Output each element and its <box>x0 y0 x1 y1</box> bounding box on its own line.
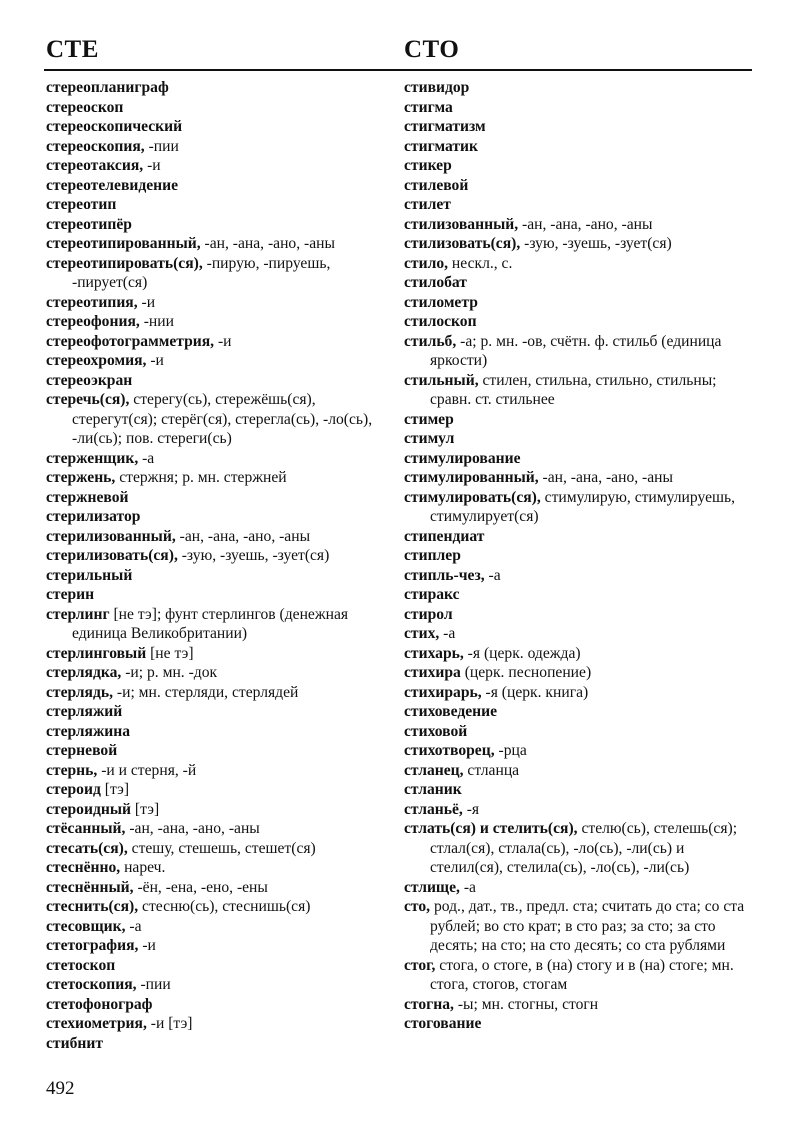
headword: стильный, <box>404 371 479 389</box>
headword: стикер <box>404 157 452 174</box>
headword: стерляжина <box>46 722 131 740</box>
dictionary-entry <box>404 702 754 722</box>
entry-grammar: стимулирую, стимулируешь, стимулирует(ся) <box>430 488 736 525</box>
dictionary-entry <box>404 683 754 703</box>
entry-grammar: -и <box>138 937 156 954</box>
dictionary-entry <box>46 819 394 839</box>
headword: стерилизовать(ся), <box>46 547 178 564</box>
dictionary-entry <box>46 995 394 1015</box>
headword: стигматик <box>404 137 478 155</box>
headword: стёсанный, <box>46 820 126 837</box>
entry-grammar: -я (церк. одежда) <box>463 644 581 662</box>
entry-grammar: [тэ] <box>131 800 160 818</box>
headword: стерлядка, <box>46 664 122 681</box>
dictionary-entry <box>46 195 394 215</box>
headword: стереохромия, <box>46 352 147 369</box>
headword: стереотипия, <box>46 293 138 311</box>
entry-grammar: род., дат., тв., предл. ста; считать до ста; со ста рублей; во сто крат; в сто раз; за сто; за сто десять; на сто; на сто десять; со ста рублями <box>430 898 745 954</box>
dictionary-entry <box>404 741 754 761</box>
headword: стетография, <box>46 937 139 954</box>
dictionary-entry <box>404 98 754 118</box>
headword: стибнит <box>46 1034 103 1052</box>
entry-grammar: стланца <box>463 761 520 779</box>
entry-grammar: -я <box>462 800 480 818</box>
entry-grammar: -нии <box>139 313 174 330</box>
headword: стихирарь, <box>404 683 482 701</box>
headword: стирол <box>404 605 453 623</box>
header-rule <box>44 69 752 71</box>
headword: стереоэкран <box>46 371 133 389</box>
headword: стереотаксия, <box>46 157 144 174</box>
entry-grammar: -а <box>484 566 501 584</box>
dictionary-entry <box>46 605 394 644</box>
headword: стимулированный, <box>404 469 539 486</box>
entry-grammar: -зую, -зуешь, -зует(ся) <box>177 547 330 564</box>
dictionary-entry <box>404 995 754 1015</box>
headword: стлать(ся) и стелить(ся), <box>404 820 578 837</box>
entry-grammar: -и <box>146 352 164 369</box>
dictionary-entry <box>404 78 754 98</box>
dictionary-entry <box>404 429 754 449</box>
headword: стероид <box>46 781 101 798</box>
entry-grammar: (церк. песнопение) <box>460 664 592 681</box>
headword: стержневой <box>46 488 129 506</box>
dictionary-entry <box>404 488 754 527</box>
headword: стланьё, <box>404 800 463 818</box>
headword: стиракс <box>404 586 460 603</box>
headword: стипль-чез, <box>404 566 485 584</box>
entry-grammar: -и <box>137 293 156 311</box>
dictionary-entry <box>46 644 394 664</box>
headword: стланец, <box>404 761 464 779</box>
headword: стимер <box>404 410 454 428</box>
dictionary-entry <box>404 137 754 157</box>
entry-grammar: -пии <box>144 137 179 155</box>
entry-grammar: -а <box>138 449 155 467</box>
headword: стилет <box>404 196 451 213</box>
headword: стеснённо, <box>46 859 121 876</box>
headword: стереотип <box>46 196 117 213</box>
dictionary-entry <box>46 1014 394 1034</box>
dictionary-entry <box>404 468 754 488</box>
entry-grammar: -ан, -ана, -ано, -аны <box>518 215 653 233</box>
running-head-right: СТО <box>404 36 460 63</box>
dictionary-entry <box>404 312 754 332</box>
dictionary-entry <box>404 546 754 566</box>
dictionary-entry <box>404 800 754 820</box>
entry-grammar: -пирую, -пируешь, -пирует(ся) <box>72 254 331 291</box>
headword: стимулировать(ся), <box>404 488 541 506</box>
dictionary-entry <box>46 975 394 995</box>
dictionary-entry <box>46 722 394 742</box>
dictionary-entry <box>404 215 754 235</box>
headword: стереофония, <box>46 313 140 330</box>
headword: стилизованный, <box>404 215 519 233</box>
headword: стерляжий <box>46 703 123 720</box>
dictionary-entry <box>46 761 394 781</box>
headword: стилометр <box>404 293 478 311</box>
dictionary-entry <box>404 1014 754 1034</box>
dictionary-entry <box>404 371 754 410</box>
headword: стигма <box>404 98 453 116</box>
entry-grammar: нареч. <box>120 859 166 876</box>
headword: стерилизованный, <box>46 527 176 545</box>
dictionary-entry <box>404 566 754 586</box>
dictionary-entry <box>46 917 394 937</box>
entry-grammar: стилен, стильна, стильно, стильны; сравн. ст. стильнее <box>430 371 717 408</box>
headword: стилоскоп <box>404 313 477 330</box>
entry-grammar: -ы; мн. стогны, стогн <box>453 995 599 1013</box>
dictionary-entry <box>46 215 394 235</box>
entry-grammar: стесню(сь), стеснишь(ся) <box>138 898 311 915</box>
headword: стлище, <box>404 878 460 896</box>
dictionary-entry <box>46 683 394 703</box>
dictionary-entry <box>404 644 754 664</box>
entry-grammar: -и и стерня, -й <box>97 761 197 779</box>
dictionary-entry <box>404 195 754 215</box>
entry-grammar: -а <box>459 878 476 896</box>
dictionary-entry <box>46 897 394 917</box>
headword: стереотипёр <box>46 215 132 233</box>
dictionary-entry <box>46 507 394 527</box>
dictionary-entry <box>46 663 394 683</box>
entry-grammar: -а <box>439 625 456 642</box>
headword: стог, <box>404 956 436 974</box>
dictionary-entry <box>404 234 754 254</box>
headword: стереоскопия, <box>46 137 145 155</box>
dictionary-entry <box>404 761 754 781</box>
entry-grammar: -ан, -ана, -ано, -аны <box>175 527 311 545</box>
dictionary-entry <box>404 332 754 371</box>
entry-grammar: [не тэ]; фунт стерлингов (денежная единица Великобритании) <box>72 605 349 642</box>
dictionary-entry <box>46 878 394 898</box>
headword: стилевой <box>404 176 469 194</box>
headword: стереоскопический <box>46 118 183 135</box>
headword: стесовщик, <box>46 917 126 935</box>
dictionary-entry <box>46 741 394 761</box>
headword: стланик <box>404 781 462 798</box>
headword: стерлинг <box>46 605 110 623</box>
headword: стереотипировать(ся), <box>46 254 203 272</box>
headword: стерлинговый <box>46 644 147 662</box>
dictionary-entry <box>46 176 394 196</box>
dictionary-entry <box>46 254 394 293</box>
entry-grammar: -зую, -зуешь, -зует(ся) <box>520 235 672 252</box>
dictionary-entry <box>46 312 394 332</box>
headword: стерильный <box>46 566 133 584</box>
headword: стехиометрия, <box>46 1015 147 1032</box>
dictionary-entry <box>404 819 754 878</box>
headword: стереоскоп <box>46 98 124 116</box>
dictionary-entry <box>46 858 394 878</box>
headword: стиховедение <box>404 703 498 720</box>
headword: стеснить(ся), <box>46 898 139 915</box>
entry-grammar: -и; мн. стерляди, стерлядей <box>113 683 299 701</box>
entry-grammar: -и; р. мн. -док <box>121 664 218 681</box>
dictionary-entry <box>46 488 394 508</box>
dictionary-entry <box>404 254 754 274</box>
dictionary-entry <box>46 449 394 469</box>
headword: стиплер <box>404 547 461 564</box>
entry-grammar: стелю(сь), стелешь(ся); стлал(ся), стлала(сь), -ло(сь), -ли(сь) и стелил(ся), стелила(сь), -ло(сь), -ли(сь) <box>430 820 738 876</box>
entry-grammar: нескл., с. <box>448 254 513 272</box>
running-head-left: СТЕ <box>46 36 99 63</box>
headword: стерин <box>46 586 95 603</box>
headword: стереотипированный, <box>46 235 201 252</box>
dictionary-entry <box>46 98 394 118</box>
dictionary-entry <box>46 780 394 800</box>
dictionary-entry <box>46 156 394 176</box>
headword: стивидор <box>404 79 470 96</box>
dictionary-entry <box>46 293 394 313</box>
headword: стихира <box>404 664 461 681</box>
page-number: 492 <box>46 1078 75 1099</box>
dictionary-entry <box>404 273 754 293</box>
headword: стерлядь, <box>46 683 114 701</box>
headword: стиховой <box>404 722 468 740</box>
headword: стихотворец, <box>404 742 495 759</box>
dictionary-entry <box>404 780 754 800</box>
dictionary-entry <box>46 936 394 956</box>
dictionary-entry <box>46 371 394 391</box>
dictionary-entry <box>404 527 754 547</box>
headword: стернь, <box>46 761 98 779</box>
dictionary-entry <box>46 468 394 488</box>
entry-grammar: -и [тэ] <box>146 1015 193 1032</box>
entry-grammar: -а <box>125 917 142 935</box>
dictionary-entry <box>404 663 754 683</box>
dictionary-entry <box>404 605 754 625</box>
dictionary-entry <box>46 839 394 859</box>
dictionary-entry <box>46 1034 394 1054</box>
left-column <box>46 78 394 1053</box>
dictionary-entry <box>46 585 394 605</box>
headword: стилобат <box>404 274 467 291</box>
dictionary-entry <box>404 722 754 742</box>
headword: стипендиат <box>404 527 485 545</box>
dictionary-entry <box>46 956 394 976</box>
headword: стогна, <box>404 995 454 1013</box>
headword: стесать(ся), <box>46 839 128 857</box>
dictionary-entry <box>46 546 394 566</box>
headword: стерневой <box>46 742 118 759</box>
dictionary-entry <box>404 293 754 313</box>
entry-grammar: -ан, -ана, -ано, -аны <box>538 469 673 486</box>
dictionary-entry <box>404 449 754 469</box>
entry-grammar: -ан, -ана, -ано, -аны <box>125 820 260 837</box>
headword: стерженщик, <box>46 449 139 467</box>
headword: стереофотограмметрия, <box>46 332 215 350</box>
headword: стимулирование <box>404 449 521 467</box>
dictionary-entry <box>404 897 754 956</box>
right-column <box>404 78 754 1034</box>
entry-grammar: -а; р. мн. -ов, счётн. ф. стильб (единица яркости) <box>430 332 722 369</box>
headword: стетоскопия, <box>46 976 137 993</box>
dictionary-entry <box>404 878 754 898</box>
entry-grammar: [не тэ] <box>146 644 194 662</box>
entry-grammar: стерегу(сь), стережёшь(ся), стерегут(ся); стерёг(ся), стерегла(сь), -ло(сь), -ли(сь); пов. стереги(сь) <box>72 391 373 447</box>
dictionary-entry <box>46 78 394 98</box>
entry-grammar: -пии <box>136 976 171 993</box>
entry-grammar: -и <box>143 157 161 174</box>
entry-grammar: -и <box>214 332 232 350</box>
headword: стероидный <box>46 800 131 818</box>
dictionary-entry <box>46 117 394 137</box>
headword: стетоскоп <box>46 956 116 974</box>
dictionary-entry <box>46 390 394 449</box>
dictionary-entry <box>404 624 754 644</box>
dictionary-entry <box>404 410 754 430</box>
headword: сто, <box>404 898 431 915</box>
headword: стогование <box>404 1015 482 1032</box>
entry-grammar: стога, о стоге, в (на) стогу и в (на) стоге; мн. стога, стогов, стогам <box>430 956 734 993</box>
headword: стилизовать(ся), <box>404 235 521 252</box>
dictionary-entry <box>46 566 394 586</box>
headword: стетофонограф <box>46 995 153 1013</box>
dictionary-entry <box>404 956 754 995</box>
headword: стих, <box>404 625 440 642</box>
headword: стигматизм <box>404 118 486 135</box>
dictionary-entry <box>46 527 394 547</box>
entry-grammar: -ан, -ана, -ано, -аны <box>200 235 335 252</box>
headword: стило, <box>404 254 449 272</box>
dictionary-entry <box>46 702 394 722</box>
headword: стильб, <box>404 332 457 350</box>
headword: стихарь, <box>404 644 464 662</box>
headword: стеснённый, <box>46 878 134 896</box>
entry-grammar: -я (церк. книга) <box>481 683 589 701</box>
headword: стереопланиграф <box>46 79 169 96</box>
headword: стимул <box>404 430 455 447</box>
headword: стеречь(ся), <box>46 391 130 408</box>
dictionary-entry <box>46 234 394 254</box>
dictionary-entry <box>46 332 394 352</box>
headword: стержень, <box>46 469 116 486</box>
entry-grammar: стержня; р. мн. стержней <box>115 469 287 486</box>
entry-grammar: -рца <box>494 742 527 759</box>
headword: стерилизатор <box>46 508 141 525</box>
headword: стереотелевидение <box>46 176 179 194</box>
dictionary-entry <box>46 800 394 820</box>
dictionary-entry <box>46 351 394 371</box>
entry-grammar: стешу, стешешь, стешет(ся) <box>127 839 316 857</box>
dictionary-entry <box>404 117 754 137</box>
entry-grammar: -ён, -ена, -ено, -ены <box>133 878 268 896</box>
dictionary-entry <box>404 176 754 196</box>
dictionary-entry <box>404 156 754 176</box>
dictionary-entry <box>46 137 394 157</box>
dictionary-entry <box>404 585 754 605</box>
entry-grammar: [тэ] <box>100 781 130 798</box>
